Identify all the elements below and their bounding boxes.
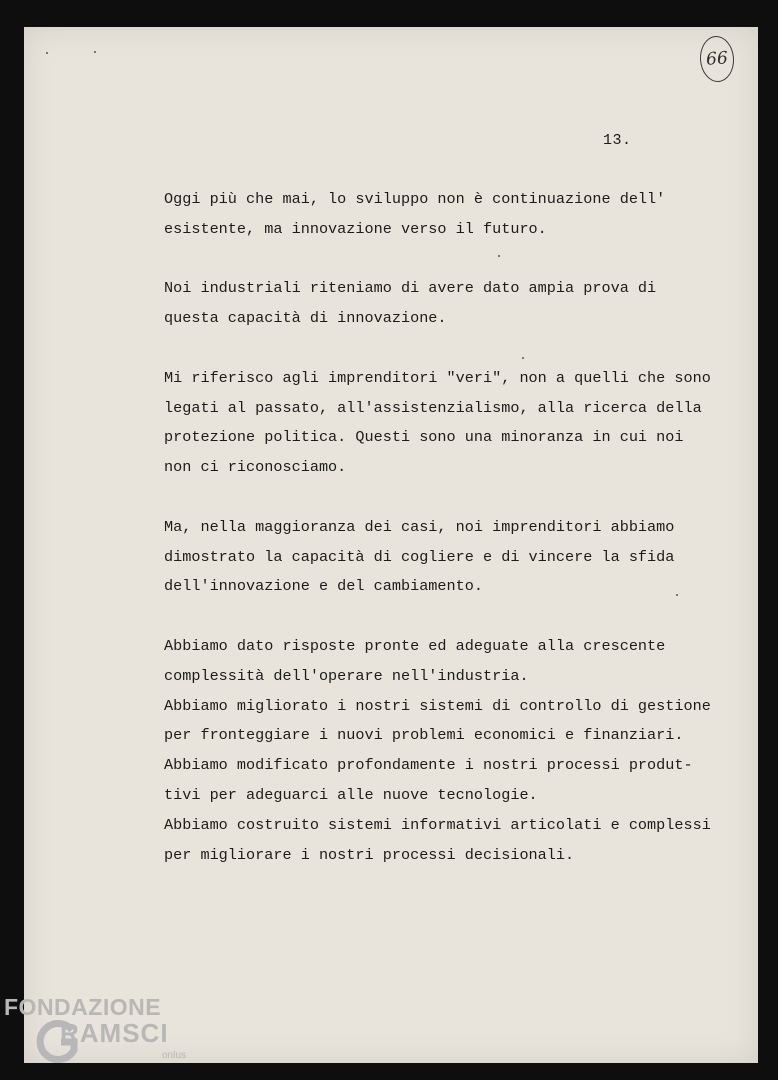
paragraph [164, 274, 724, 334]
text-line: Oggi più che mai, lo sviluppo non è continuazione dell' [164, 190, 666, 208]
text-line: questa capacità di innovazione. [164, 309, 447, 328]
paper-speck [94, 51, 96, 53]
text-line: legati al passato, all'assistenzialismo, alla ricerca della [164, 398, 702, 417]
text-line: Abbiamo migliorato i nostri sistemi di controllo di gestione [164, 696, 711, 715]
text-line: per fronteggiare i nuovi problemi economici e finanziari. [164, 726, 684, 745]
text-line: Abbiamo modificato profondamente i nostri processi produt- [164, 756, 693, 775]
watermark-line1: FONDAZIONE [4, 994, 162, 1020]
archive-number-stamp: 66 [698, 35, 735, 83]
text-line: dimostrato la capacità di cogliere e di vincere la sfida [164, 547, 675, 566]
text-line: non ci riconosciamo. [164, 458, 347, 477]
page-number: 13. [603, 132, 632, 149]
text-line: esistente, ma innovazione verso il futuro. [164, 219, 547, 238]
watermark-line2: RAMSCI [60, 1018, 169, 1048]
fondazione-gramsci-watermark [4, 994, 194, 1074]
paragraph [164, 364, 724, 483]
text-line: Mi riferisco agli imprenditori "veri", non a quelli che sono [164, 368, 711, 387]
paper-speck [46, 52, 48, 54]
typed-body-text [164, 185, 724, 900]
watermark-suffix: onlus [162, 1050, 186, 1061]
text-line: Abbiamo costruito sistemi informativi articolati e complessi [164, 815, 711, 834]
text-line: complessità dell'operare nell'industria. [164, 666, 529, 685]
text-line: dell'innovazione e del cambiamento. [164, 577, 483, 596]
text-line: protezione politica. Questi sono una minoranza in cui noi [164, 428, 684, 447]
text-line: Noi industriali riteniamo di avere dato ampia prova di [164, 279, 657, 298]
paragraph [164, 632, 724, 870]
text-line: per migliorare i nostri processi decisionali. [164, 845, 575, 864]
text-line: tivi per adeguarci alle nuove tecnologie. [164, 785, 538, 804]
paragraph [164, 185, 724, 245]
paragraph [164, 513, 724, 602]
text-line: Ma, nella maggioranza dei casi, noi imprenditori abbiamo [164, 517, 675, 536]
text-line: Abbiamo dato risposte pronte ed adeguate alla crescente [164, 636, 666, 655]
